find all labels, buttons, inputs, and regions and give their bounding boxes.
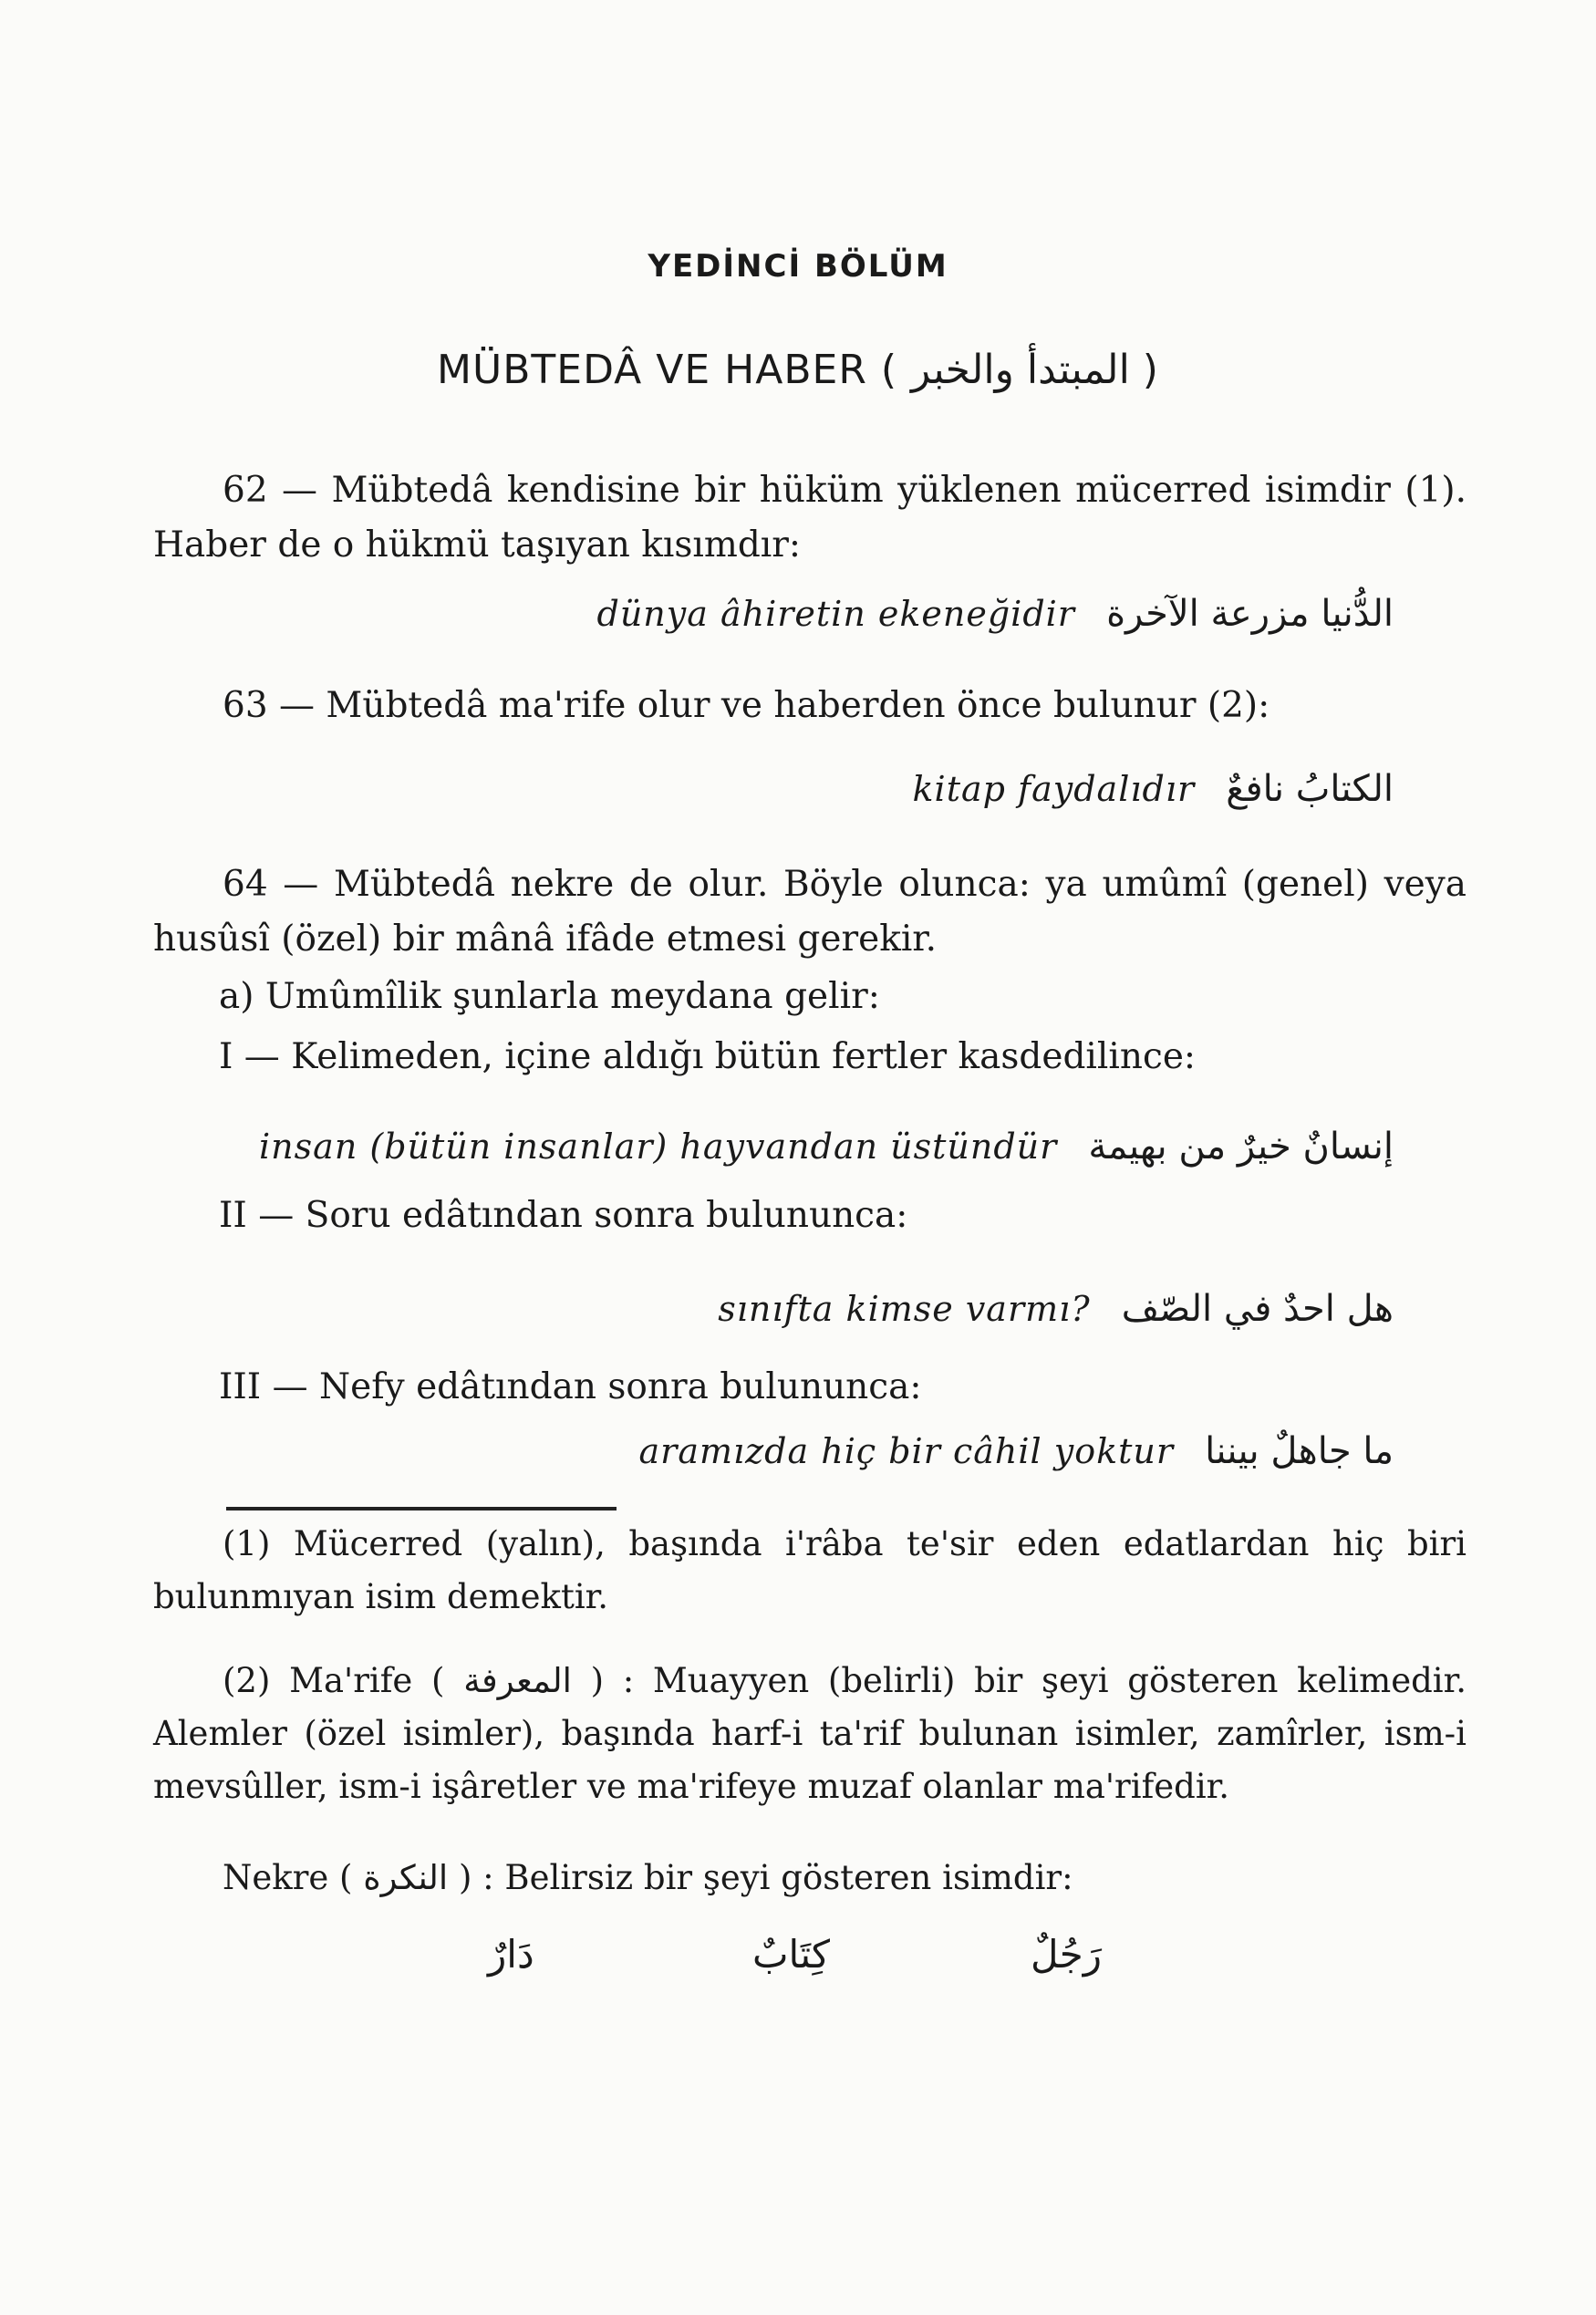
item-2: II — Soru edâtından sonra bulununca: (219, 1195, 908, 1236)
footnote-nekre-text: : Belirsiz bir şeyi gösteren isimdir: (482, 1858, 1073, 1897)
example-item-1-translation: insan (bütün insanlar) hayvandan üstündür (259, 1126, 1058, 1167)
example-word: دَارٌ (488, 1932, 534, 1977)
footnote-separator (226, 1507, 617, 1510)
footnote-nekre-prefix: Nekre (223, 1858, 329, 1897)
example-62-arabic: الدُّنيا مزرعة الآخرة (1106, 593, 1394, 635)
footnote-2-prefix: (2) Ma'rife (223, 1661, 413, 1700)
footnote-2-arabic: المعرفة (463, 1661, 572, 1700)
section-title-arabic: المبتدأ والخبر (911, 347, 1130, 393)
footnote-1: (1) Mücerred (yalın), başında i'râba te'sir eden edatlardan hiç biri bulunmıyan isim demektir. (153, 1524, 1466, 1616)
example-item-3-translation: aramızda hiç bir câhil yoktur (638, 1431, 1175, 1471)
example-item-1-arabic: إنسانٌ خيرٌ من بهيمة (1088, 1126, 1394, 1168)
example-62-translation: dünya âhiretin ekeneğidir (596, 594, 1075, 634)
chapter-heading: YEDİNCİ BÖLÜM (648, 248, 948, 285)
section-title: MÜBTEDÂ VE HABER ( المبتدأ والخبر ) (437, 347, 1159, 393)
example-item-1 (259, 1126, 1394, 1168)
paragraph-63: 63 — Mübtedâ ma'rife olur ve haberden önce bulunur (2): (223, 685, 1270, 726)
footnote-2-text: : Muayyen (belirli) bir şeyi gösteren kelimedir. Alemler (özel isimler), başında harf-i ta'rif bulunan isimler, zamîrler, ism-i mevsûller, ism-i işâretler ve ma'rifeye muzaf olanlar ma'rifedir. (153, 1661, 1466, 1806)
example-item-2-arabic: هل احدٌ في الصّف (1121, 1288, 1394, 1330)
item-a: a) Umûmîlik şunlarla meydana gelir: (219, 976, 880, 1017)
footnote-nekre-arabic: النكرة (363, 1858, 449, 1897)
example-item-3 (639, 1430, 1394, 1472)
example-62 (597, 593, 1394, 635)
item-3: III — Nefy edâtından sonra bulununca: (219, 1366, 922, 1407)
footnote-2: (2) Ma'rife ( المعرفة ) : Muayyen (belirli) bir şeyi gösteren kelimedir. Alemler (özel isimler), başında harf-i ta'rif bulunan isimler, zamîrler, ism-i mevsûller, ism-i işâretler ve ma'rifeye muzaf olanlar ma'rifedir. (153, 1661, 1466, 1806)
item-1: I — Kelimeden, içine aldığı bütün fertler kasdedilince: (219, 1036, 1197, 1077)
section-title-latin: MÜBTEDÂ VE HABER (437, 347, 867, 393)
example-63 (913, 768, 1394, 810)
example-word: رَجُلٌ (1031, 1932, 1103, 1977)
paragraph-62: 62 — Mübtedâ kendisine bir hüküm yüklenen mücerred isimdir (1). Haber de o hükmü taşıyan kısımdır: (153, 470, 1466, 566)
example-item-2 (718, 1288, 1394, 1330)
example-63-arabic: الكتابُ نافعٌ (1226, 768, 1394, 810)
example-word: كِتَابٌ (752, 1932, 831, 1977)
footnote-nekre: Nekre ( النكرة ) : Belirsiz bir şeyi gösteren isimdir: (223, 1858, 1073, 1897)
paragraph-64: 64 — Mübtedâ nekre de olur. Böyle olunca: ya umûmî (genel) veya husûsî (özel) bir mânâ ifâde etmesi gerekir. (153, 864, 1466, 960)
example-item-2-translation: sınıfta kimse varmı? (718, 1289, 1091, 1329)
example-item-3-arabic: ما جاهلٌ بيننا (1205, 1430, 1394, 1472)
example-63-translation: kitap faydalıdır (912, 769, 1196, 809)
